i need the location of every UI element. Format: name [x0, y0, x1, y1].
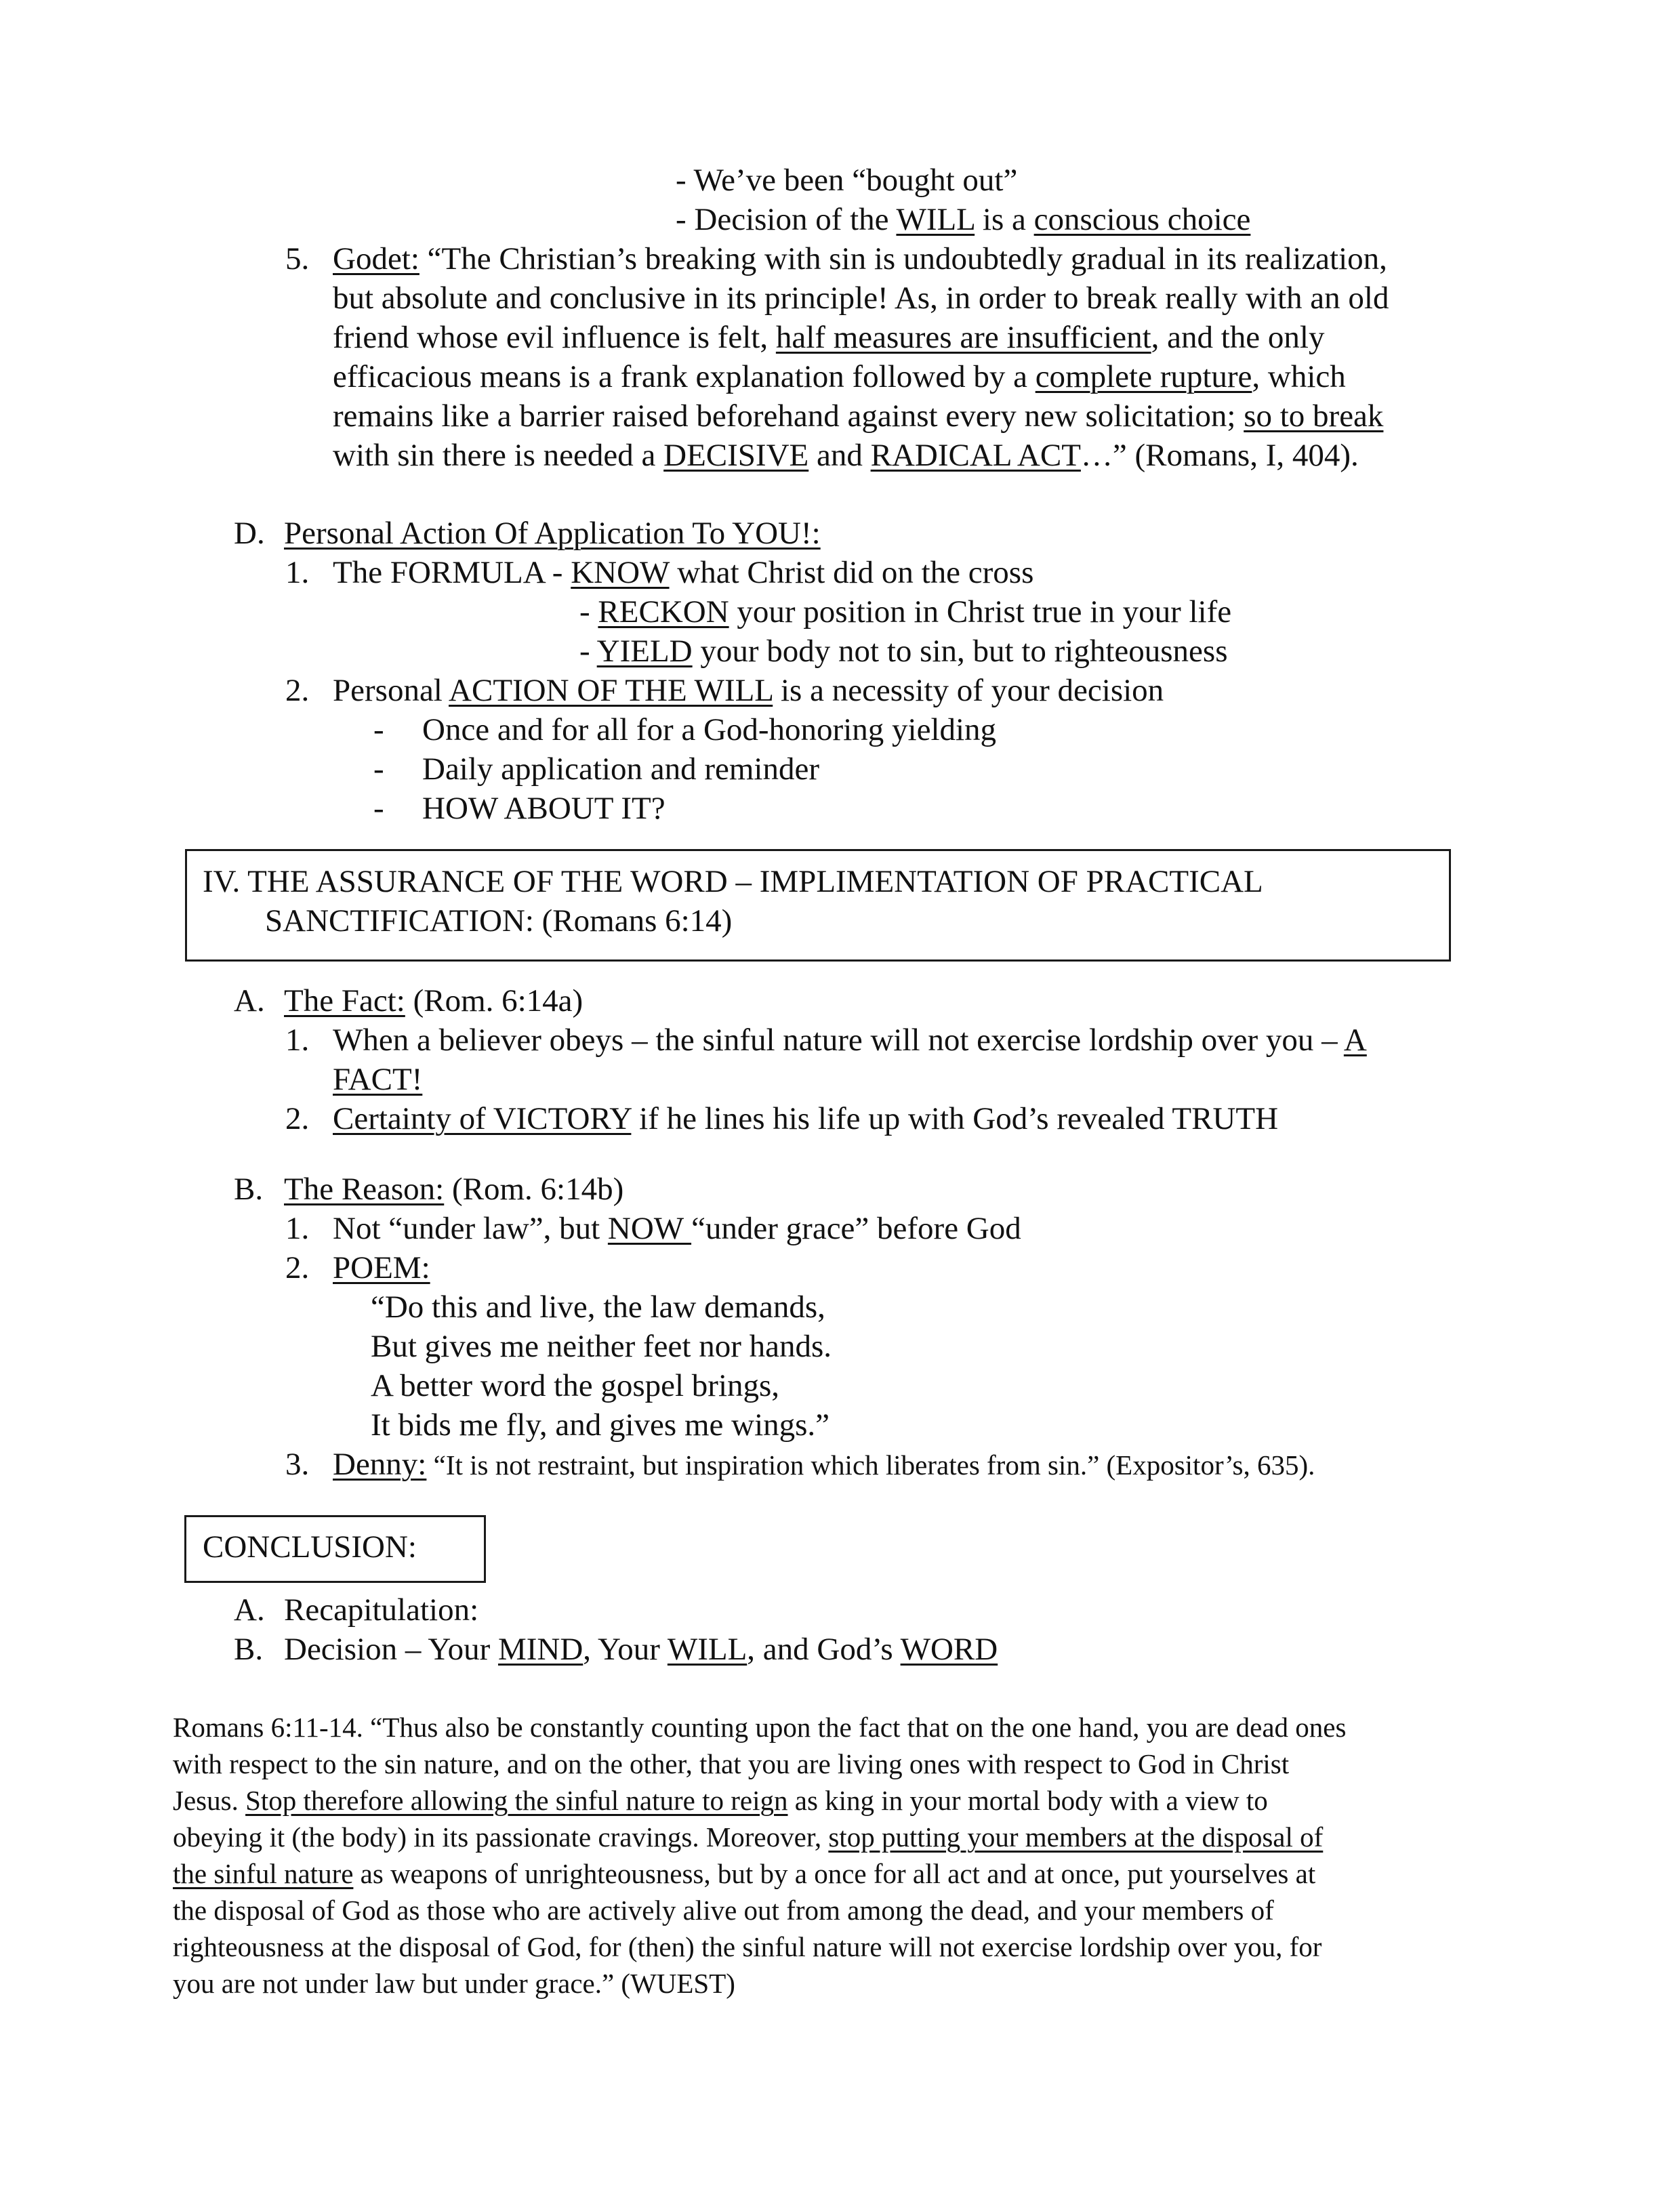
godet-line-5: remains like a barrier raised beforehand against every new solicitation; so to break: [333, 398, 1384, 434]
decision-of-will-line: - Decision of the WILL is a conscious choice: [676, 202, 1251, 237]
recap-letter: A.: [234, 1592, 265, 1628]
wuest-line-2: with respect to the sin nature, and on the other, that you are living ones with respect to God in Christ: [173, 1748, 1290, 1779]
poem-line: “Do this and live, the law demands,: [371, 1289, 825, 1325]
section-d-title: Personal Action Of Application To YOU!:: [284, 516, 821, 551]
conscious-choice-underlined: conscious choice: [1033, 202, 1251, 237]
wuest-line-7: righteousness at the disposal of God, for (then) the sinful nature will not exercise lordship over you, for: [173, 1931, 1322, 1962]
godet-line-2: but absolute and conclusive in its principle! As, in order to break really with an old: [333, 281, 1389, 316]
wuest-line-4: obeying it (the body) in its passionate cravings. Moreover, stop putting your members at the disposal of: [173, 1821, 1324, 1853]
bullet-daily-application: Daily application and reminder: [422, 751, 819, 787]
wuest-line-8: you are not under law but under grace.” (WUEST): [173, 1968, 735, 1999]
bought-out-line: - We’ve been “bought out”: [676, 163, 1018, 198]
poem-number: 2.: [285, 1250, 310, 1285]
godet-name: Godet:: [333, 241, 419, 276]
fact-line-cont: FACT!: [333, 1062, 423, 1097]
section-a-letter: A.: [234, 983, 265, 1018]
bullet-once-and-for-all: Once and for all for a God-honoring yielding: [422, 712, 997, 747]
victory-line: Certainty of VICTORY if he lines his life up with God’s revealed TRUTH: [333, 1101, 1279, 1136]
under-grace-number: 1.: [285, 1211, 310, 1246]
bullet-dash: -: [373, 751, 384, 787]
formula-yield-line: - YIELD your body not to sin, but to righteousness: [579, 634, 1228, 669]
section-iv-heading-line-1: IV. THE ASSURANCE OF THE WORD – IMPLIMENTATION OF PRACTICAL: [203, 864, 1263, 899]
recapitulation: Recapitulation:: [284, 1592, 479, 1628]
section-iv-heading-line-2: SANCTIFICATION: (Romans 6:14): [265, 903, 733, 938]
formula-know-line: The FORMULA - KNOW what Christ did on the cross: [333, 555, 1034, 590]
action-number: 2.: [285, 673, 310, 708]
wuest-line-5: the sinful nature as weapons of unrighteousness, but by a once for all act and at once, put yourselves at: [173, 1858, 1316, 1889]
section-d-letter: D.: [234, 516, 265, 551]
bullet-dash: -: [373, 712, 384, 747]
poem-line: A better word the gospel brings,: [371, 1368, 780, 1403]
wuest-line-6: the disposal of God as those who are actively alive out from among the dead, and your members of: [173, 1895, 1274, 1926]
conclusion-heading: CONCLUSION:: [203, 1529, 417, 1565]
denny-line: Denny: “It is not restraint, but inspiration which liberates from sin.” (Expositor’s, 635).: [333, 1447, 1315, 1482]
formula-number: 1.: [285, 555, 310, 590]
godet-line-3: friend whose evil influence is felt, half measures are insufficient, and the only: [333, 320, 1325, 355]
wuest-line-3: Jesus. Stop therefore allowing the sinful nature to reign as king in your mortal body with a view to: [173, 1785, 1268, 1816]
formula-reckon-line: - RECKON your position in Christ true in your life: [579, 594, 1232, 629]
godet-line-1: Godet: “The Christian’s breaking with sin is undoubtedly gradual in its realization,: [333, 241, 1387, 276]
godet-line-6: with sin there is needed a DECISIVE and RADICAL ACT…” (Romans, I, 404).: [333, 438, 1359, 473]
wuest-line-1: Romans 6:11-14. “Thus also be constantly counting upon the fact that on the one hand, you are dead ones: [173, 1712, 1347, 1743]
fact-line: When a believer obeys – the sinful nature will not exercise lordship over you – A: [333, 1023, 1367, 1058]
godet-line-4: efficacious means is a frank explanation followed by a complete rupture, which: [333, 359, 1346, 394]
bullet-how-about-it: HOW ABOUT IT?: [422, 791, 665, 826]
section-a-title: The Fact: (Rom. 6:14a): [284, 983, 583, 1018]
poem-label: POEM:: [333, 1250, 430, 1285]
godet-item-number: 5.: [285, 241, 310, 276]
will-underlined: WILL: [896, 202, 975, 237]
decision-line: Decision – Your MIND, Your WILL, and God’s WORD: [284, 1632, 998, 1667]
victory-number: 2.: [285, 1101, 310, 1136]
poem-line: But gives me neither feet nor hands.: [371, 1329, 832, 1364]
action-of-will-line: Personal ACTION OF THE WILL is a necessity of your decision: [333, 673, 1164, 708]
section-b-letter: B.: [234, 1172, 264, 1207]
under-grace-line: Not “under law”, but NOW “under grace” before God: [333, 1211, 1021, 1246]
denny-number: 3.: [285, 1447, 310, 1482]
fact-number: 1.: [285, 1023, 310, 1058]
decision-letter: B.: [234, 1632, 264, 1667]
bullet-dash: -: [373, 791, 384, 826]
poem-line: It bids me fly, and gives me wings.”: [371, 1407, 830, 1443]
section-b-title: The Reason: (Rom. 6:14b): [284, 1172, 624, 1207]
